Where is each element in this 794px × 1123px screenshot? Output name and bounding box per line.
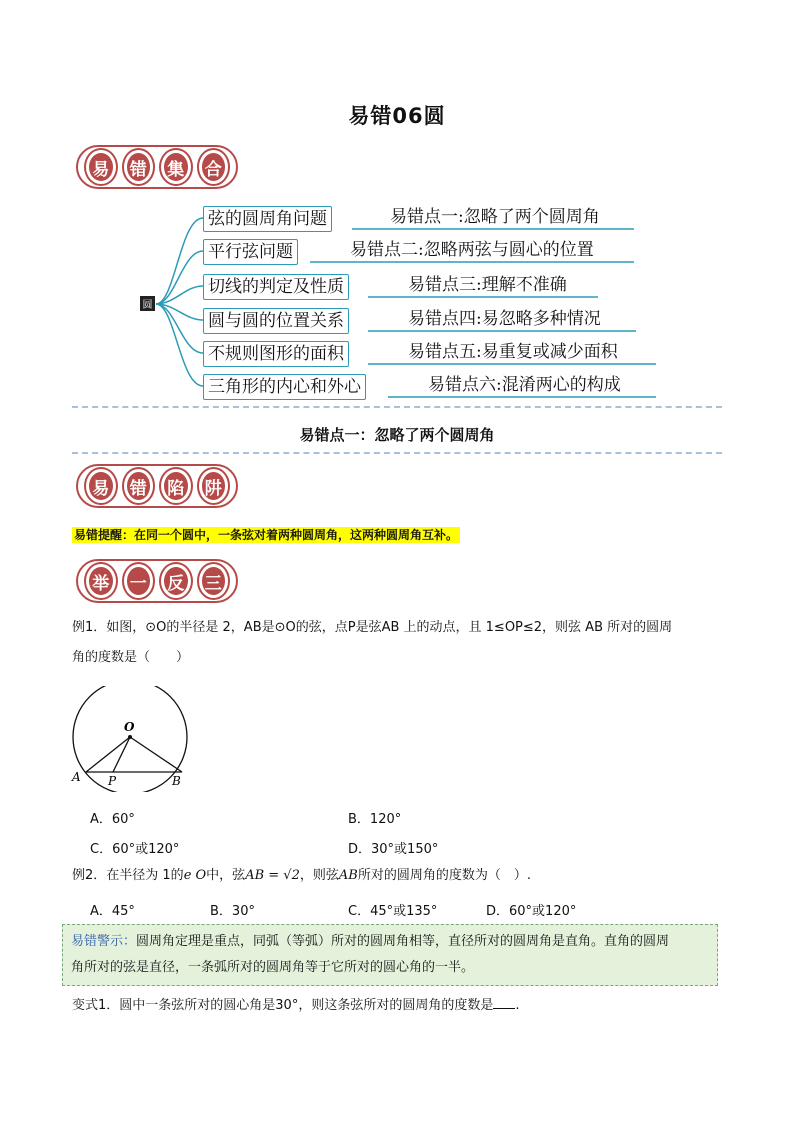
example2-line <box>72 866 531 886</box>
banner-char: 易 <box>86 469 116 503</box>
mindmap-leaf: 易错点二:忽略两弦与圆心的位置 <box>350 240 594 260</box>
mindmap-branch: 圆与圆的位置关系 <box>203 308 349 334</box>
option-d: D．30°或150° <box>348 842 439 857</box>
chord-expression: AB = √2 <box>245 868 300 883</box>
option-c: C．60°或120° <box>90 842 180 857</box>
page-title: 易错06圆 <box>348 104 446 128</box>
example1-line2: 角的度数是（ ） <box>72 650 190 665</box>
mindmap-leaf: 易错点四:易忽略多种情况 <box>408 309 601 329</box>
reminder <box>72 524 460 543</box>
banner-char: 集 <box>161 150 191 184</box>
example1-line1: 例1．如图，⊙O的半径是 2，AB是⊙O的弦，点P是弦AB 上的动点，且 1≤OP≤2，则弦 AB 所对的圆周 <box>72 620 673 635</box>
variant1-text: 变式1．圆中一条弦所对的圆心角是30°，则这条弦所对的圆周角的度数是 <box>72 998 494 1013</box>
banner-char: 陷 <box>161 469 191 503</box>
warning-box <box>62 924 718 986</box>
variant1 <box>72 996 519 1016</box>
option-b: B．30° <box>210 904 255 919</box>
mindmap-branch: 切线的判定及性质 <box>203 274 349 300</box>
label-o: O <box>124 720 135 734</box>
banner-char: 一 <box>124 564 154 598</box>
answer-blank <box>493 996 515 1009</box>
warning-label: 易错警示： <box>71 934 137 949</box>
divider <box>72 406 722 408</box>
example2-text: ，则弦 <box>299 868 339 883</box>
example2-text: 中，弦 <box>206 868 246 883</box>
example2-text: 所对的圆周角的度数为（ ）. <box>357 868 531 883</box>
section-title: 易错点一：忽略了两个圆周角 <box>299 426 495 444</box>
option-b: B．120° <box>348 812 402 827</box>
warning-text: 圆周角定理是重点，同弧（等弧）所对的圆周角相等，直径所对的圆周角是直角。直角的圆周 <box>136 934 670 949</box>
example1-figure <box>66 686 196 792</box>
label-a: A <box>72 770 81 784</box>
label-b: B <box>172 774 181 788</box>
label-p: P <box>108 774 117 788</box>
mindmap-branch: 不规则图形的面积 <box>203 341 349 367</box>
option-d: D．60°或120° <box>486 904 577 919</box>
banner-char: 三 <box>199 564 229 598</box>
reminder-text: 易错提醒：在同一个圆中，一条弦对着两种圆周角，这两种圆周角互补。 <box>74 528 459 542</box>
example2-text: 例2．在半径为 1的 <box>72 868 184 883</box>
mindmap-root: 圆 <box>140 296 155 311</box>
variant1-end: . <box>515 998 520 1013</box>
mindmap-branch: 三角形的内心和外心 <box>203 374 366 400</box>
mindmap-leaf: 易错点三:理解不准确 <box>408 275 567 295</box>
banner-examples <box>76 559 238 603</box>
banner-char: 举 <box>86 564 116 598</box>
divider <box>72 452 722 454</box>
mindmap-leaf: 易错点一:忽略了两个圆周角 <box>390 207 600 227</box>
banner-char: 易 <box>86 150 116 184</box>
mindmap-leaf: 易错点六:混淆两心的构成 <box>428 375 621 395</box>
mindmap-leaf: 易错点五:易重复或减少面积 <box>408 342 618 362</box>
banner-char: 反 <box>161 564 191 598</box>
banner-char: 阱 <box>199 469 229 503</box>
chord-name: AB <box>338 868 358 883</box>
mindmap-branch: 平行弦问题 <box>203 239 298 265</box>
banner-char: 错 <box>124 469 154 503</box>
option-c: C．45°或135° <box>348 904 438 919</box>
option-a: A．60° <box>90 812 135 827</box>
warning-text: 角所对的弦是直径，一条弧所对的圆周角等于它所对的圆心角的一半。 <box>71 960 475 975</box>
banner-char: 错 <box>124 150 154 184</box>
banner-char: 合 <box>199 150 229 184</box>
banner-error-trap <box>76 464 238 508</box>
mindmap-branch: 弦的圆周角问题 <box>203 206 332 232</box>
circle-symbol: e O <box>183 868 207 883</box>
option-a: A．45° <box>90 904 135 919</box>
